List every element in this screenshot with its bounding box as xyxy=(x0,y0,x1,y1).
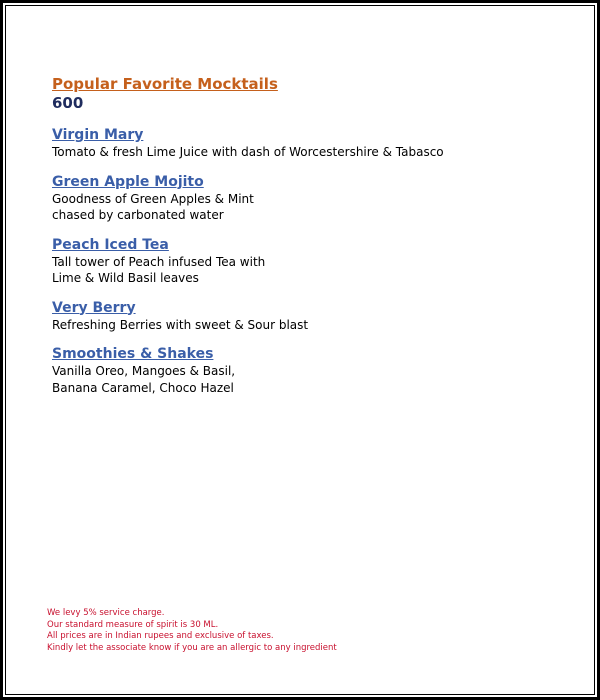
item-name: Smoothies & Shakes xyxy=(52,346,214,362)
item-description: Lime & Wild Basil leaves xyxy=(52,271,199,285)
item-description: Goodness of Green Apples & Mint xyxy=(52,191,254,206)
item-name: Virgin Mary xyxy=(52,127,144,143)
item-description: Tall tower of Peach infused Tea with xyxy=(52,254,266,269)
item-description: chased by carbonated water xyxy=(52,208,224,222)
menu-item xyxy=(52,300,444,334)
footer-notes xyxy=(47,608,337,654)
menu-item xyxy=(52,174,444,224)
item-name: Very Berry xyxy=(52,299,136,316)
section-price: 600 xyxy=(52,94,84,112)
section-title: Popular Favorite Mocktails xyxy=(52,75,278,93)
item-name: Green Apple Mojito xyxy=(52,173,204,190)
item-description: Banana Caramel, Choco Hazel xyxy=(52,380,234,395)
item-description: Refreshing Berries with sweet & Sour blast xyxy=(52,317,309,332)
menu-section xyxy=(52,75,444,409)
footer-note: Kindly let the associate know if you are an allergic to any ingredient xyxy=(47,642,337,653)
item-description: Tomato & fresh Lime Juice with dash of Worcestershire & Tabasco xyxy=(52,145,444,159)
footer-note: All prices are in Indian rupees and exclusive of taxes. xyxy=(47,631,274,641)
item-description: Vanilla Oreo, Mangoes & Basil, xyxy=(52,364,236,378)
menu-item xyxy=(52,237,444,287)
item-name: Peach Iced Tea xyxy=(52,236,169,253)
menu-item xyxy=(52,127,444,161)
footer-note: We levy 5% service charge. xyxy=(47,608,165,618)
menu-item xyxy=(52,346,444,396)
footer-note: Our standard measure of spirit is 30 ML. xyxy=(47,619,219,630)
